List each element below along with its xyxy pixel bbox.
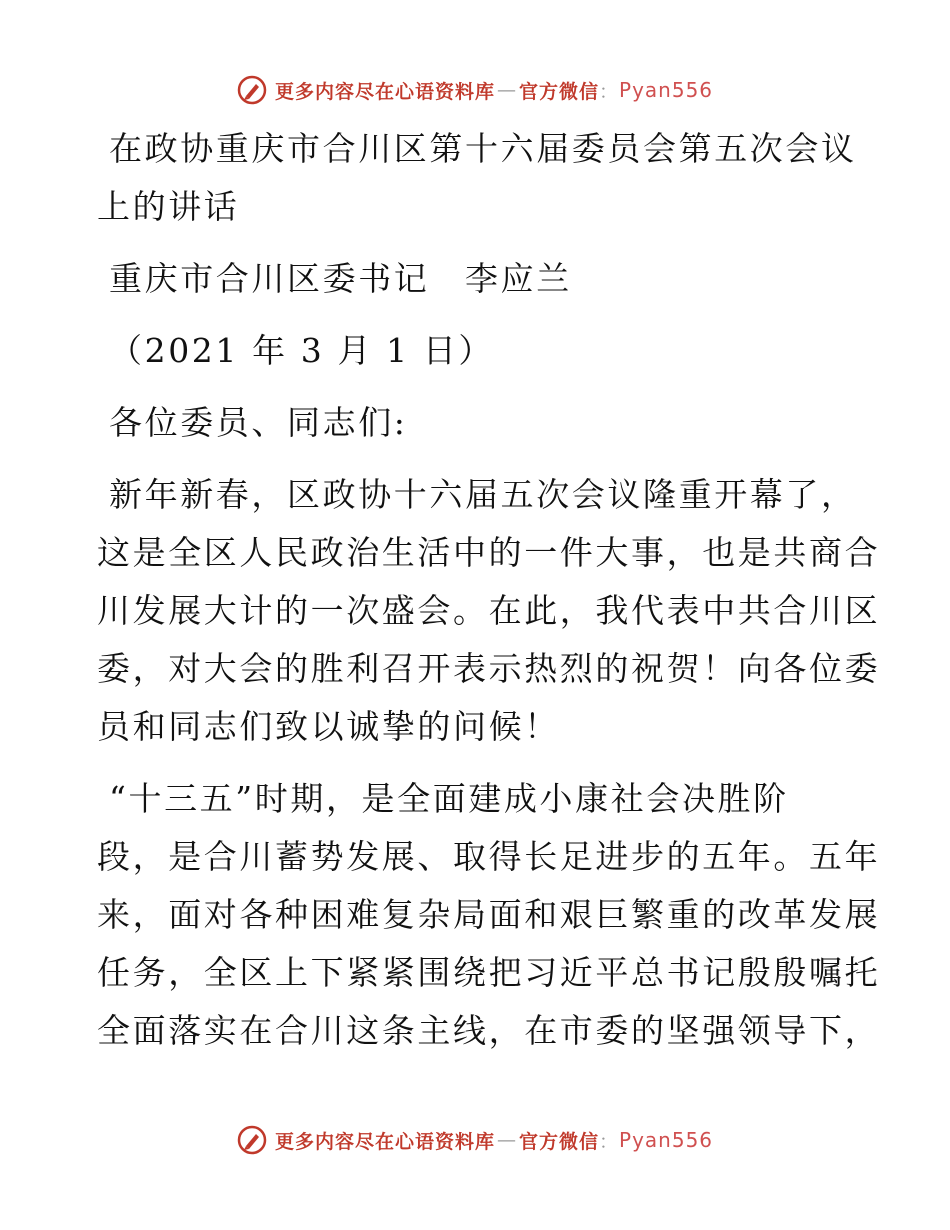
watermark-dash: — <box>496 79 517 101</box>
watermark-wechat-id: Pyan556 <box>619 1128 714 1152</box>
paragraph-line: 员和同志们致以诚挚的问候！ <box>97 707 560 746</box>
paragraph-line: 任务，全区上下紧紧围绕把习近平总书记殷殷嘱托 <box>97 953 881 992</box>
date-line: （2021 年 3 月 1 日） <box>109 331 495 370</box>
paragraph-line: 段，是合川蓄势发展、取得长足进步的五年。五年 <box>97 837 881 876</box>
watermark-dash: — <box>496 1129 517 1151</box>
paragraph-2 <box>97 770 881 1060</box>
watermark-separator: ： <box>599 1130 620 1153</box>
paragraph-1 <box>97 466 881 756</box>
header-watermark <box>0 70 950 110</box>
paragraph-line: 委，对大会的胜利召开表示热烈的祝贺！向各位委 <box>97 649 881 688</box>
watermark-text: 更多内容尽在心语资料库 <box>274 80 495 103</box>
pen-logo-icon <box>237 75 267 105</box>
paragraph-line: 新年新春，区政协十六届五次会议隆重开幕了， <box>109 475 857 514</box>
paragraph-line: 这是全区人民政治生活中的一件大事，也是共商合 <box>97 533 881 572</box>
watermark-separator: ： <box>599 80 620 103</box>
paragraph-line: “十三五”时期，是全面建成小康社会决胜阶 <box>109 779 789 818</box>
author-line: 重庆市合川区委书记 李应兰 <box>109 259 572 298</box>
paragraph-line: 全面落实在合川这条主线，在市委的坚强领导下， <box>97 1011 881 1050</box>
document-title <box>97 120 857 236</box>
title-line: 在政协重庆市合川区第十六届委员会第五次会议 <box>109 129 857 168</box>
footer-watermark <box>0 1120 950 1160</box>
watermark-official: 官方微信 <box>518 80 599 103</box>
watermark-official: 官方微信 <box>518 1130 599 1153</box>
paragraph-line: 来，面对各种困难复杂局面和艰巨繁重的改革发展 <box>97 895 881 934</box>
paragraph-line: 川发展大计的一次盛会。在此，我代表中共合川区 <box>97 591 881 630</box>
salutation: 各位委员、同志们: <box>109 403 408 442</box>
watermark-wechat-id: Pyan556 <box>619 78 714 102</box>
watermark-text: 更多内容尽在心语资料库 <box>274 1130 495 1153</box>
pen-logo-icon <box>237 1125 267 1155</box>
title-line: 上的讲话 <box>97 187 240 226</box>
document-body <box>97 120 881 1060</box>
